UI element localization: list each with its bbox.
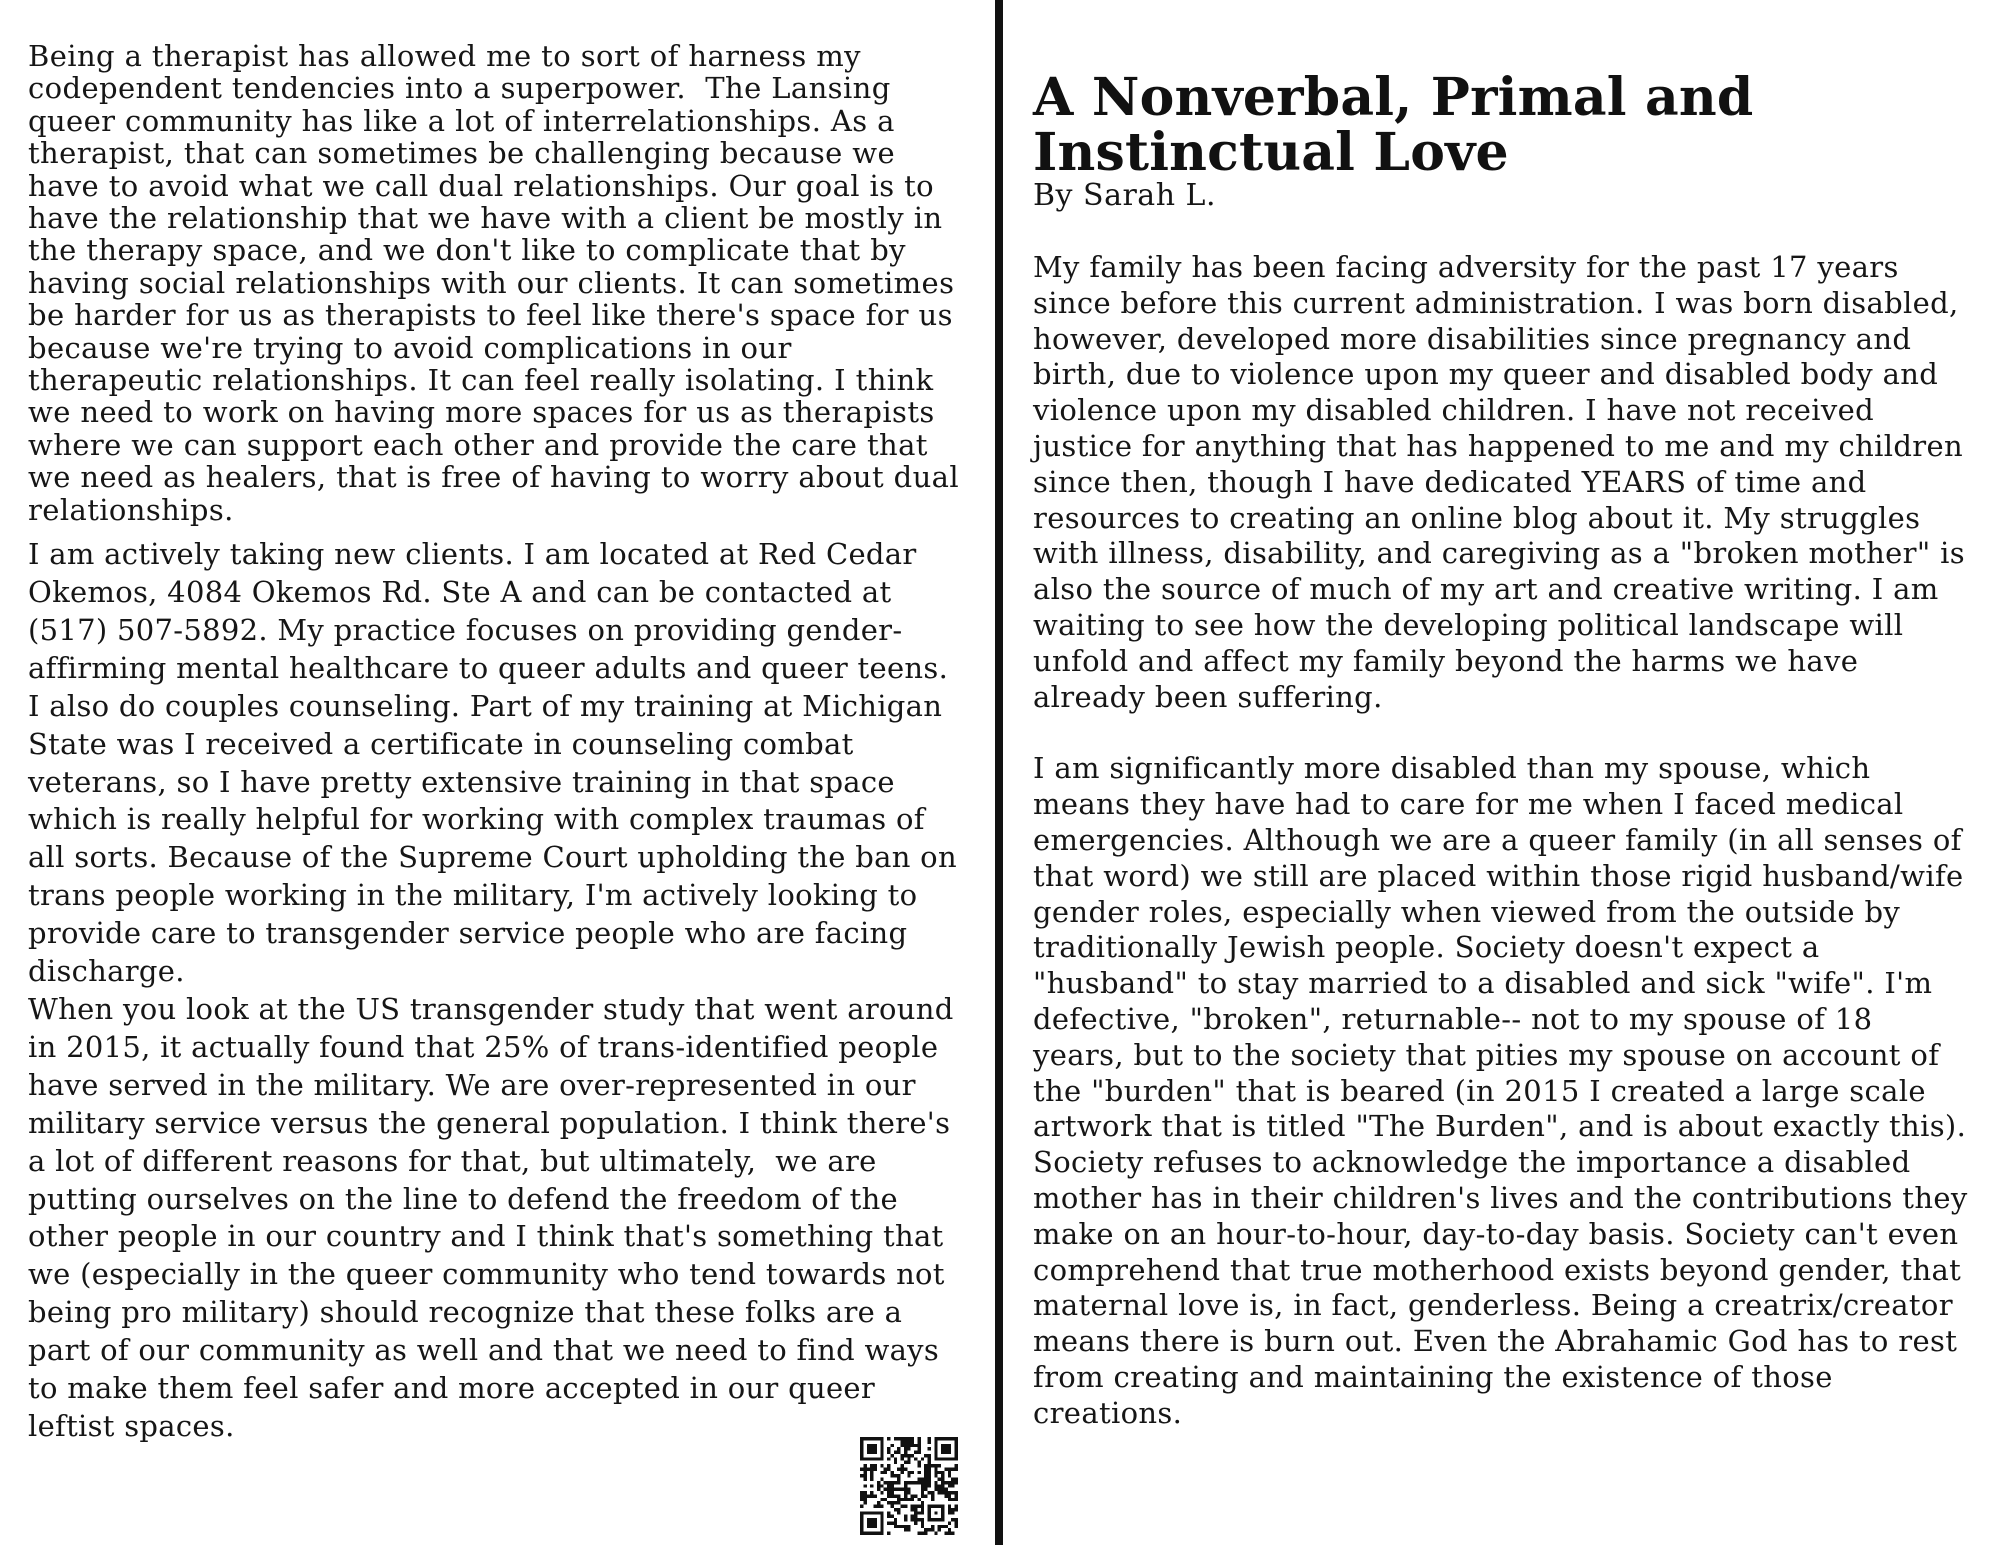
qr-code-icon[interactable] bbox=[860, 1437, 958, 1535]
right-paragraph-1: My family has been facing adversity for the past 17 years since before this current administration. I was born disabled, however, developed more disabilities since pregnancy and birth, due to violence upon my queer and disabled body and violence upon my disabled children. I have not received justice for anything that has happened to me and my children since then, though I have dedicated YEARS of time and resources to creating an online blog about it. My struggles with illness, disability, and caregiving as a "broken mother" is also the source of much of my art and creative writing. I am waiting to see how the developing political landscape will unfold and affect my family beyond the harms we have already been suffering. bbox=[1033, 250, 1975, 714]
right-page bbox=[1005, 0, 2000, 1545]
center-divider bbox=[995, 0, 1003, 1545]
article-title bbox=[1033, 67, 1970, 183]
right-paragraph-2: I am significantly more disabled than my spouse, which means they have had to care for me when I faced medical emergencies. Although we are a queer family (in all senses of that word) we still are placed within those rigid husband/wife gender roles, especially when viewed from the outside by traditionally Jewish people. Society doesn't expect a "husband" to stay married to a disabled and sick "wife". I'm defective, "broken", returnable-- not to my spouse of 18 years, but to the society that pities my spouse on account of the "burden" that is beared (in 2015 I created a large scale artwork that is titled "The Burden", and is about exactly this). Society refuses to acknowledge the importance a disabled mother has in their children's lives and the contributions they make on an hour-to-hour, day-to-day basis. Society can't even comprehend that true motherhood exists beyond gender, that maternal love is, in fact, genderless. Being a creatrix/creator means there is burn out. Even the Abrahamic God has to rest from creating and maintaining the existence of those creations. bbox=[1033, 751, 1978, 1430]
left-page bbox=[0, 0, 995, 1545]
left-paragraph-1: Being a therapist has allowed me to sort of harness my codependent tendencies into a superpower. The Lansing queer community has like a lot of interrelationships. As a therapist, that can sometimes be challenging because we have to avoid what we call dual relationships. Our goal is to have the relationship that we have with a client be mostly in the therapy space, and we don't like to complicate that by having social relationships with our clients. It can sometimes be harder for us as therapists to feel like there's space for us because we're trying to avoid complications in our therapeutic relationships. It can feel really isolating. I think we need to work on having more spaces for us as therapists where we can support each other and provide the care that we need as healers, that is free of having to worry about dual relationships. bbox=[28, 39, 969, 527]
byline: By Sarah L. bbox=[1033, 178, 1217, 213]
article-title-line-2: Instinctual Love bbox=[1033, 122, 1509, 183]
left-paragraph-2: I am actively taking new clients. I am located at Red Cedar Okemos, 4084 Okemos Rd. Ste A and can be contacted at (517) 507-5892. My practice focuses on providing gender-affirming mental healthcare to queer adults and queer teens. I also do couples counseling. Part of my training at Michigan State was I received a certificate in counseling combat veterans, so I have pretty extensive training in that space which is really helpful for working with complex traumas of all sorts. Because of the Supreme Court upholding the ban on trans people working in the military, I'm actively looking to provide care to transgender service people who are facing discharge. bbox=[28, 537, 967, 989]
article-title-line-1: A Nonverbal, Primal and bbox=[1033, 67, 1754, 128]
left-paragraph-3: When you look at the US transgender study that went around in 2015, it actually found that 25% of trans-identified people have served in the military. We are over-represented in our military service versus the general population. I think there's a lot of different reasons for that, but ultimately, we are putting ourselves on the line to defend the freedom of the other people in our country and I think that's something that we (especially in the queer community who tend towards not being pro military) should recognize that these folks are a part of our community as well and that we need to find ways to make them feel safer and more accepted in our queer leftist spaces. bbox=[28, 991, 964, 1443]
